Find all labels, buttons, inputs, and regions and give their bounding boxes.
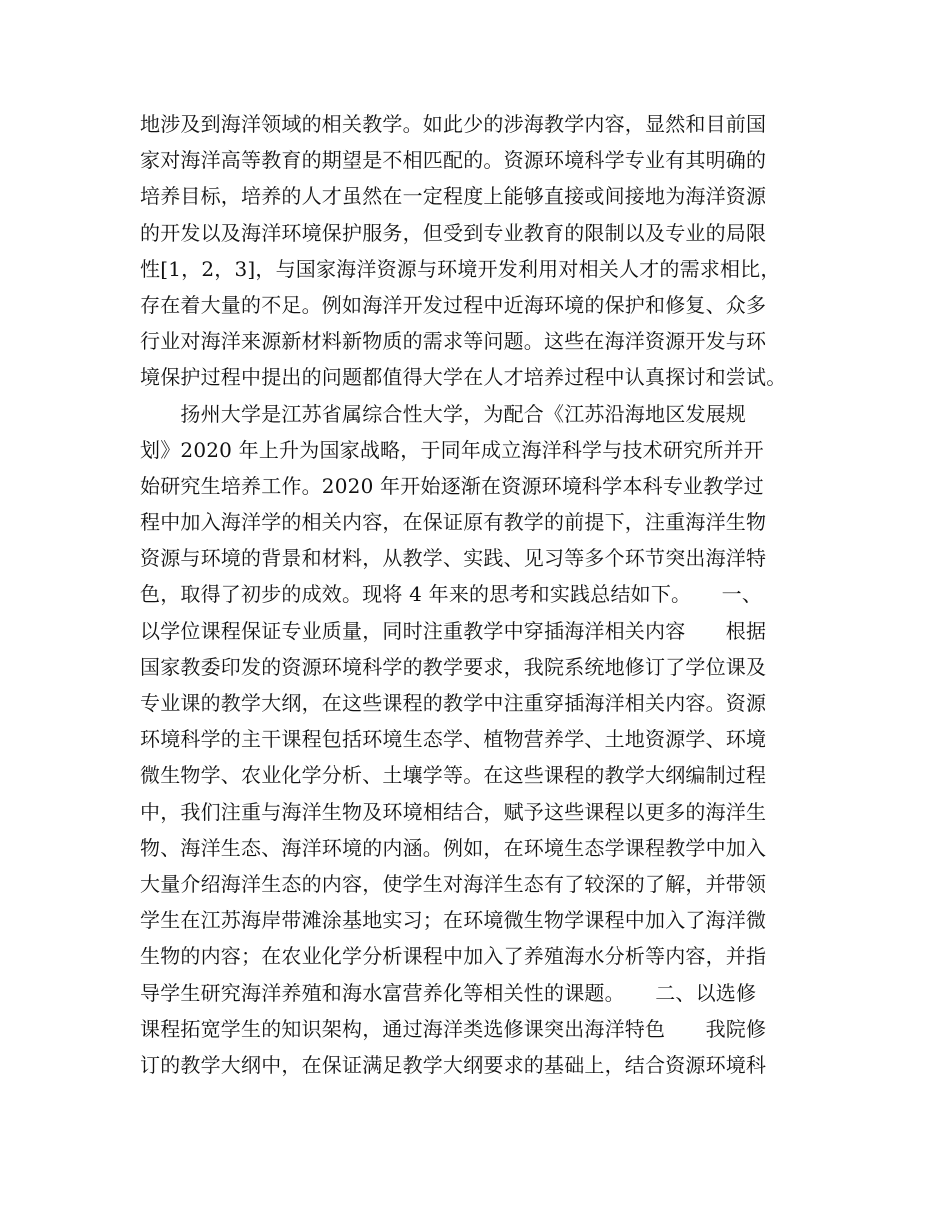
text-line: 境保护过程中提出的问题都值得大学在人才培养过程中认真探讨和尝试。 (140, 365, 787, 390)
text-line: 生物的内容；在农业化学分析课程中加入了养殖海水分析等内容，并指 (140, 944, 767, 969)
text-line: 以学位课程保证专业质量，同时注重教学中穿插海洋相关内容 根据 (140, 618, 767, 643)
text-line: 专业课的教学大纲，在这些课程的教学中注重穿插海洋相关内容。资源 (140, 691, 767, 715)
text-line: 地涉及到海洋领域的相关教学。如此少的涉海教学内容，显然和目前国 (140, 112, 767, 136)
text-line: 订的教学大纲中，在保证满足教学大纲要求的基础上，结合资源环境科 (140, 1052, 767, 1077)
text-line: 微生物学、农业化学分析、土壤学等。在这些课程的教学大纲编制过程 (140, 763, 767, 788)
text-line: 学生在江苏海岸带滩涂基地实习；在环境微生物学课程中加入了海洋微 (140, 908, 767, 933)
text-line: 培养目标，培养的人才虽然在一定程度上能够直接或间接地为海洋资源 (140, 184, 767, 209)
text-line: 始研究生培养工作。2020 年开始逐渐在资源环境科学本科专业教学过 (140, 473, 764, 498)
text-line: 程中加入海洋学的相关内容，在保证原有教学的前提下，注重海洋生物 (140, 510, 767, 535)
text-line: 环境科学的主干课程包括环境生态学、植物营养学、土地资源学、环境 (140, 727, 767, 752)
text-line: 物、海洋生态、海洋环境的内涵。例如，在环境生态学课程教学中加入 (140, 835, 767, 860)
text-line: 资源与环境的背景和材料，从教学、实践、见习等多个环节突出海洋特 (140, 546, 767, 571)
text-line: 性[1，2，3]，与国家海洋资源与环境开发利用对相关人才的需求相比， (140, 256, 781, 281)
text-line: 行业对海洋来源新材料新物质的需求等问题。这些在海洋资源开发与环 (140, 329, 767, 354)
text-line: 导学生研究海洋养殖和海水富营养化等相关性的课题。 二、以选修 (140, 980, 757, 1005)
text-line: 色，取得了初步的成效。现将 4 年来的思考和实践总结如下。 一、 (140, 582, 763, 607)
text-line: 划》2020 年上升为国家战略，于同年成立海洋科学与技术研究所并开 (140, 437, 764, 462)
text-line: 中，我们注重与海洋生物及环境相结合，赋予这些课程以更多的海洋生 (140, 799, 767, 824)
text-line: 的开发以及海洋环境保护服务，但受到专业教育的限制以及专业的局限 (140, 220, 767, 245)
text-line: 存在着大量的不足。例如海洋开发过程中近海环境的保护和修复、众多 (140, 292, 767, 317)
text-line: 家对海洋高等教育的期望是不相匹配的。资源环境科学专业有其明确的 (140, 148, 767, 173)
text-line: 国家教委印发的资源环境科学的教学要求，我院系统地修订了学位课及 (140, 654, 767, 679)
text-line: 扬州大学是江苏省属综合性大学，为配合《江苏沿海地区发展规 (140, 401, 746, 426)
text-line: 大量介绍海洋生态的内容，使学生对海洋生态有了较深的了解，并带领 (140, 871, 767, 896)
body-text (140, 106, 830, 1083)
text-line: 课程拓宽学生的知识架构，通过海洋类选修课突出海洋特色 我院修 (140, 1016, 767, 1041)
